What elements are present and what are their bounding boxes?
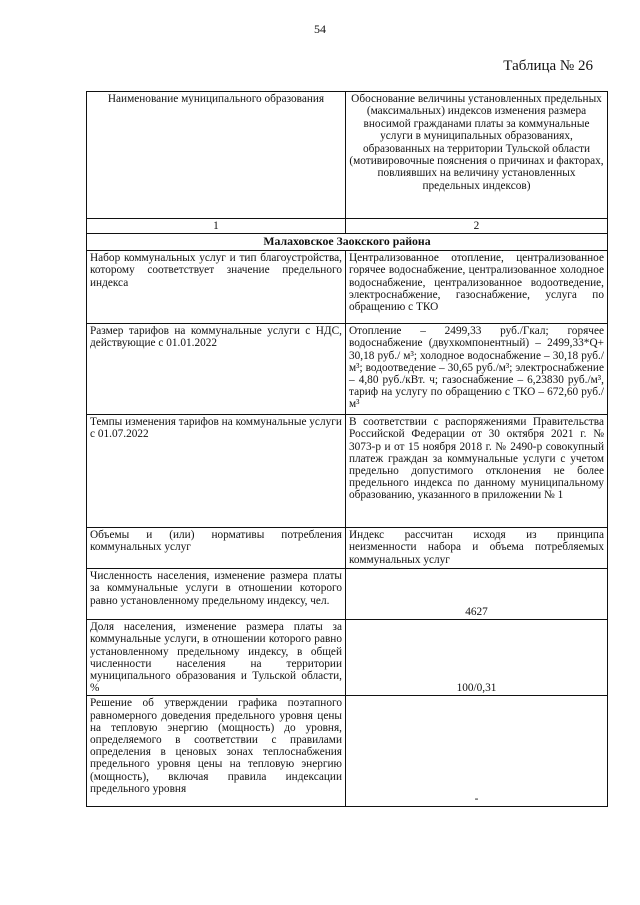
row-value: Отопление – 2499,33 руб./Гкал; горячее водоснабжение (двухкомпонентный) – 2499,33*Q+ 30,18 руб./ м³; холодное водоснабжение – 30,18 руб./м³; водоотведение – 30,65 руб./м³; электроснабжение – 4,80 руб./кВт. ч; газоснабжение – 6,23830 руб./м³, тариф на услугу по обращению с ТКО – 672,60 руб./м³ [346, 324, 608, 415]
table-row [87, 415, 608, 528]
column-number: 1 [87, 219, 346, 234]
column-number-row [87, 219, 608, 234]
row-value: В соответствии с распоряжениями Правительства Российской Федерации от 30 октября 2021 г. № 3073-р и от 15 ноября 2018 г. № 2490-р совокупный платеж граждан за коммунальные услуги с учетом предельно допустимого отклонения не более предельного индекса по данному муниципальному образованию, указанного в приложении № 1 [346, 415, 608, 528]
row-value: - [346, 696, 608, 807]
table-row [87, 251, 608, 324]
table-row [87, 528, 608, 569]
table-header-row [87, 92, 608, 219]
row-label: Решение об утверждении графика поэтапного равномерного доведения предельного уровня цены на тепловую энергию (мощность) до уровня, определяемого в соответствии с правилами определения в ценовых зонах теплоснабжения предельного уровня цены на тепловую энергию (мощность), включая правила индексации предельного уровня [87, 696, 346, 807]
table-row [87, 696, 608, 807]
table-title: Таблица № 26 [503, 58, 593, 74]
region-row [87, 234, 608, 251]
table-row [87, 620, 608, 696]
row-label: Численность населения, изменение размера платы за коммунальные услуги в отношении которого равно установленному предельному индексу, чел. [87, 569, 346, 620]
row-label: Темпы изменения тарифов на коммунальные услуги с 01.07.2022 [87, 415, 346, 528]
page-number: 54 [314, 22, 326, 36]
row-label: Размер тарифов на коммунальные услуги с НДС, действующие с 01.01.2022 [87, 324, 346, 415]
column-number: 2 [346, 219, 608, 234]
justification-table [86, 91, 608, 807]
header-justification: Обоснование величины установленных предельных (максимальных) индексов изменения размера вносимой гражданами платы за коммунальные услуги в муниципальных образованиях, образованных на территории Тульской области (мотивировочные пояснения о причинах и факторах, повлиявших на величину установленных предельных индексов) [346, 92, 608, 219]
row-label: Набор коммунальных услуг и тип благоустройства, которому соответствует значение предельного индекса [87, 251, 346, 324]
row-label: Объемы и (или) нормативы потребления коммунальных услуг [87, 528, 346, 569]
table-row [87, 569, 608, 620]
row-value: 4627 [346, 569, 608, 620]
row-value: Индекс рассчитан исходя из принципа неизменности набора и объема потребляемых коммунальных услуг [346, 528, 608, 569]
row-label: Доля населения, изменение размера платы за коммунальные услуги, в отношении которого равно установленному предельному индексу, в общей численности населения на территории муниципального образования и Тульской области, % [87, 620, 346, 696]
region-name: Малаховское Заокского района [87, 234, 608, 251]
table-row [87, 324, 608, 415]
row-value: 100/0,31 [346, 620, 608, 696]
row-value: Централизованное отопление, централизованное горячее водоснабжение, централизованное холодное водоснабжение, централизованное водоотведение, электроснабжение, газоснабжение, услуга по обращению с ТКО [346, 251, 608, 324]
header-municipality: Наименование муниципального образования [87, 92, 346, 219]
